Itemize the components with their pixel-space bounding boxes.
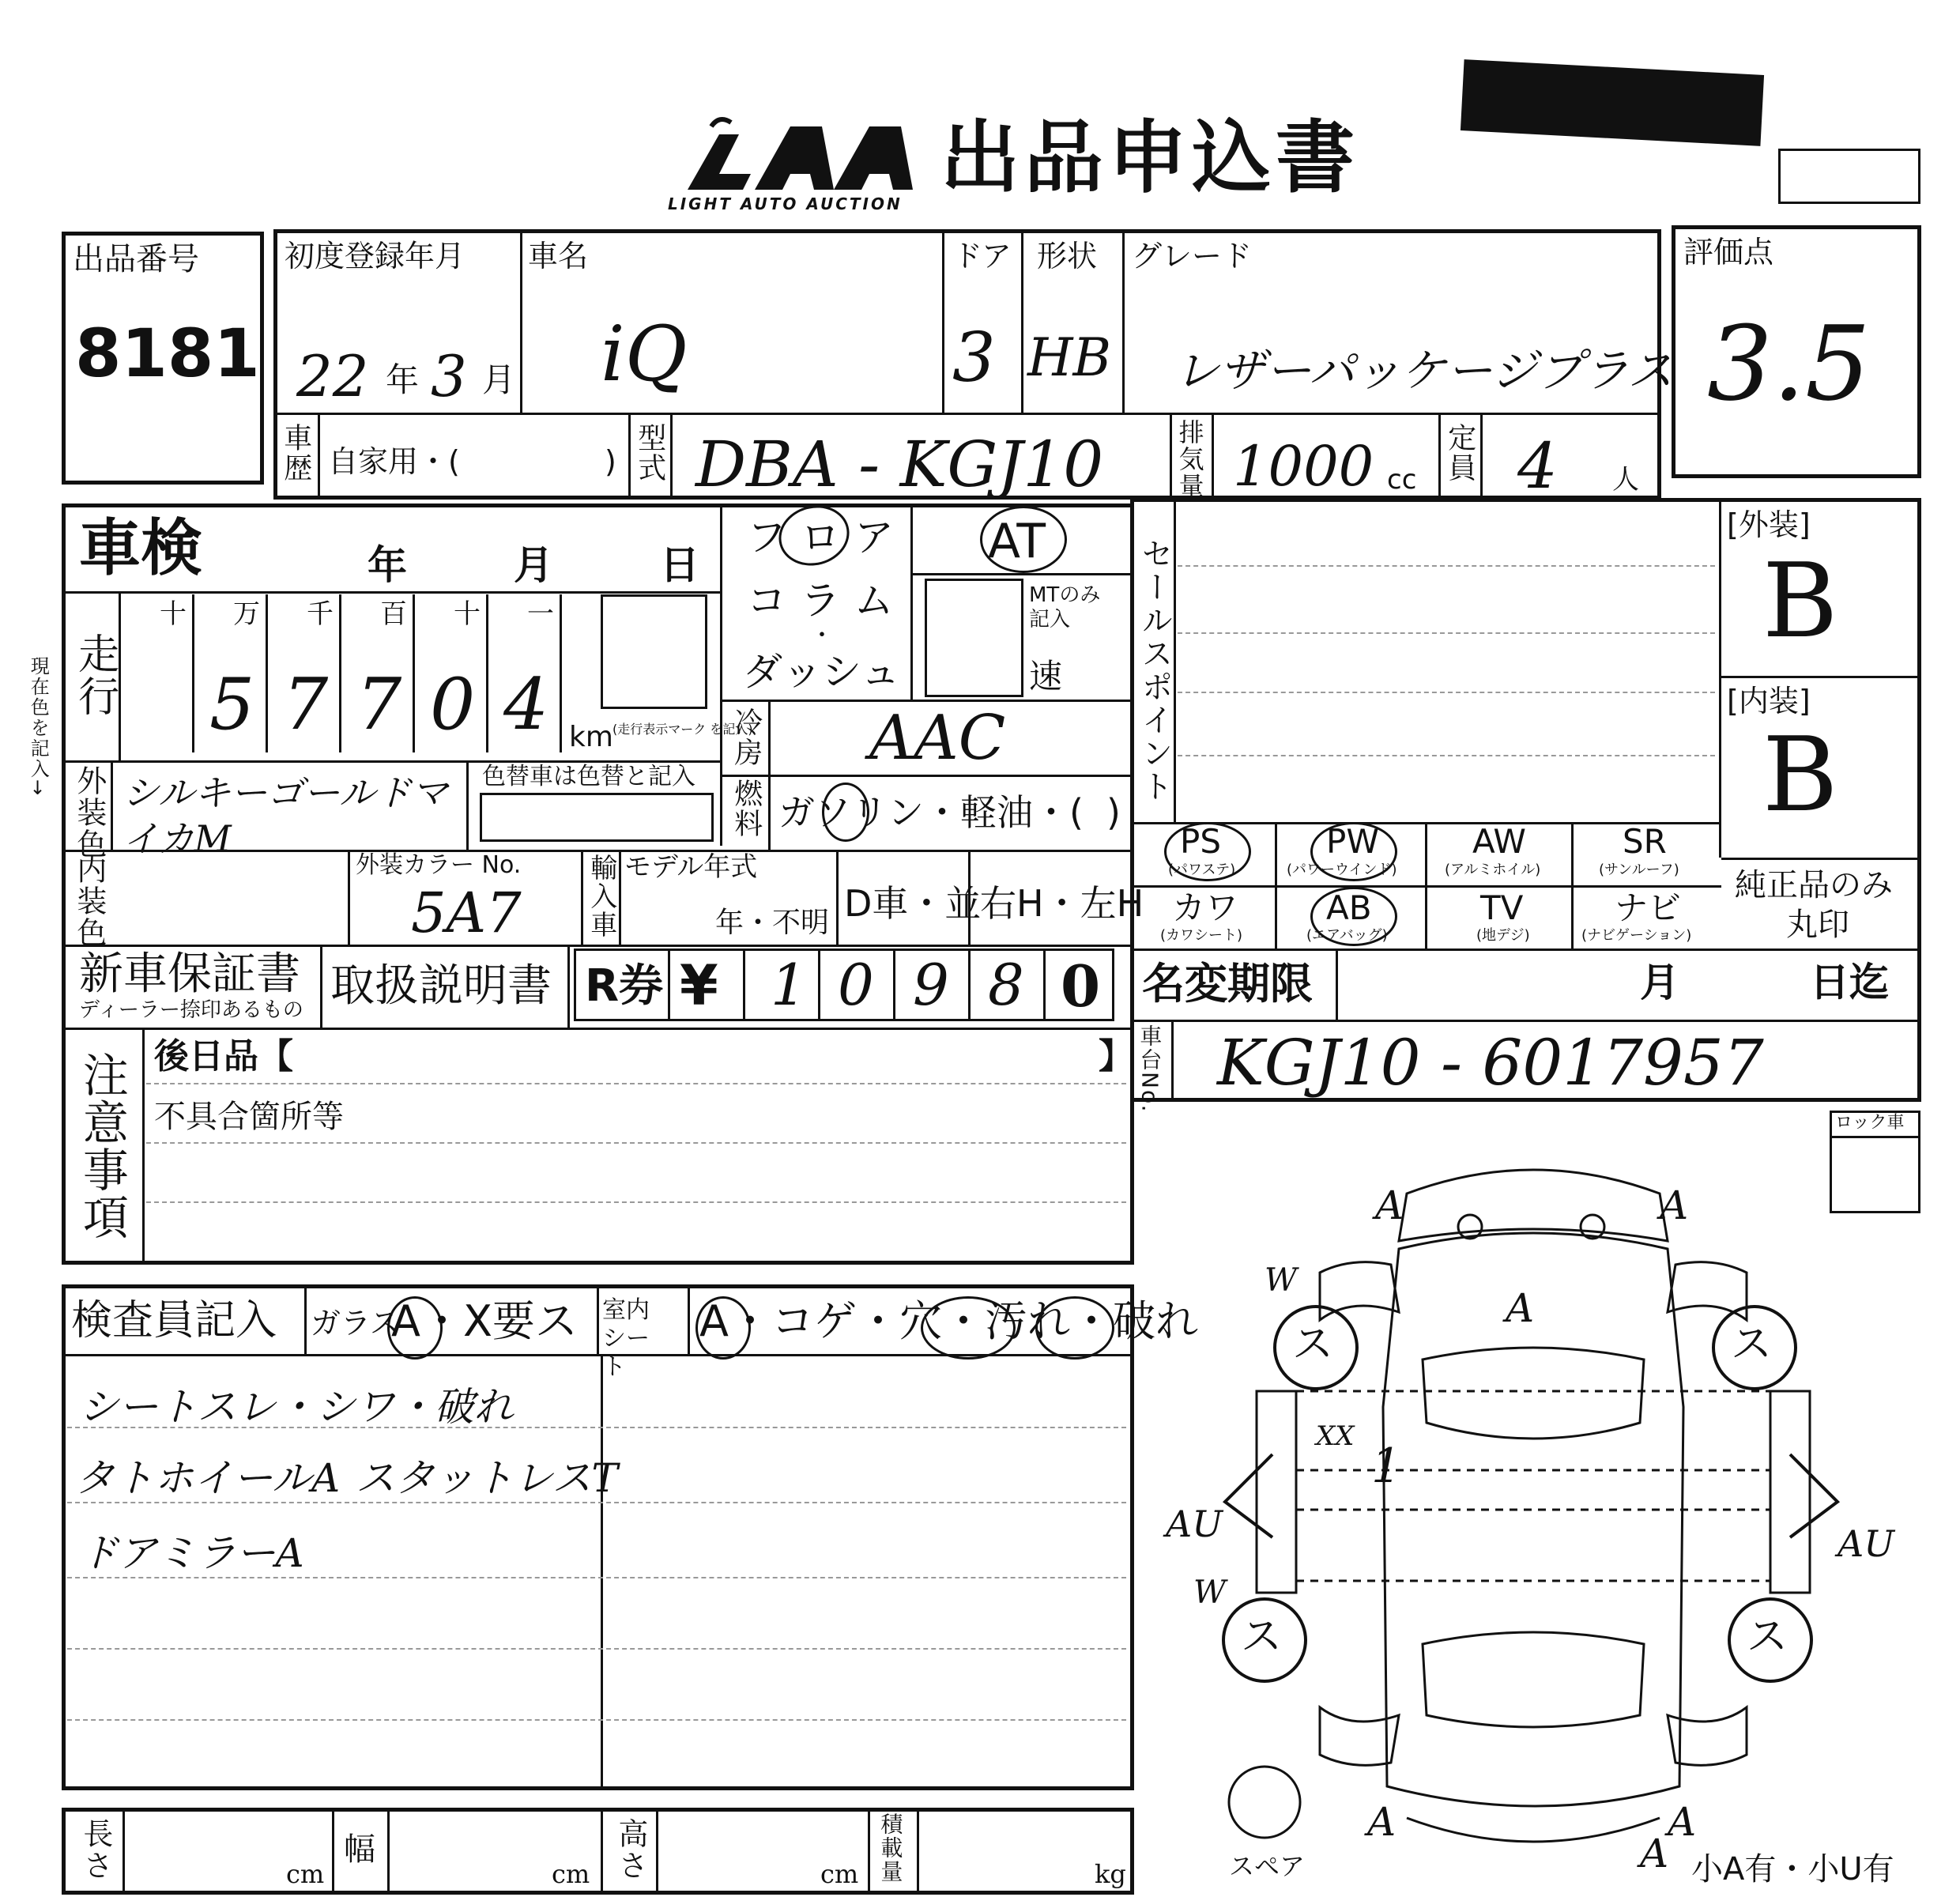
model-year-label: モデル年式 [624,851,758,883]
ext-color-label: 外装色 [71,765,107,860]
repaint-box [480,793,714,842]
equipment-note: (カワシート) [1160,927,1243,944]
fuel-circle [822,783,869,842]
recycle-label: R券 [585,960,664,1012]
shaken-day: 日 [660,542,699,588]
shaken-label: 車検 [79,513,203,584]
redacted-stamp [1461,59,1764,146]
damage-mark: A [1506,1285,1535,1331]
damage-mark: A [1660,1182,1689,1228]
defects-label: 不具合箇所等 [154,1099,344,1135]
genuine-line1: 純正品のみ [1735,867,1893,903]
equipment-tv: TV [1480,888,1524,927]
equipment-pw: PW [1326,822,1379,861]
car-name-label: 車名 [528,239,589,273]
mileage-mark-box [601,594,707,709]
inspector-line: シートスレ・シワ・破れ [79,1384,514,1430]
import-label: 輸入車 [585,854,617,939]
repaint-note: 色替車は色替と記入 [482,763,695,790]
height-label: 高さ [612,1818,648,1881]
car-diagram [1146,1138,1920,1889]
inspector-line: ドアミラーA [79,1530,304,1576]
fuel-label: 燃料 [729,779,763,839]
model-value: DBA - KGJ10 [695,428,1104,501]
genuine-line2: 丸印 [1786,907,1849,943]
equipment-aw: AW [1472,822,1526,861]
mileage-unit: km [569,721,613,753]
equipment-note: (パワーウインド) [1287,862,1397,878]
damage-mark: A [1668,1799,1697,1845]
car-outline-icon [1146,1138,1920,1889]
mileage-digit: 5 [209,663,255,746]
mileage-header: 十 [454,598,481,630]
equipment-note: (エアバッグ) [1306,927,1388,944]
seat-tear-circle [1035,1296,1114,1360]
seat-a-circle [695,1296,751,1360]
manual-label: 取扱説明書 [330,960,552,1012]
displacement-value: 1000 [1233,434,1374,499]
equipment-grid [1133,822,1721,948]
ps-circle [1164,822,1251,881]
inspector-line: スタットレスT [356,1455,618,1501]
shift-column: コラム [747,578,908,624]
corner-box [1778,149,1920,204]
chassis-label: 車台No. [1136,1024,1163,1114]
height-unit: cm [820,1859,859,1889]
model-year-unknown: 年・不明 [715,907,830,939]
ac-value: AAC [869,703,1006,774]
mileage-header: 千 [307,598,334,630]
lock-label: ロック車 [1835,1113,1905,1133]
exterior-grade-label: [外装] [1727,507,1811,542]
width-label: 幅 [344,1831,375,1868]
first-reg-label: 初度登録年月 [285,239,466,273]
shift-dash: ダッシュ [743,649,900,695]
mileage-unit-note: (走行表示マーク を記入) [612,722,753,737]
load-unit: kg [1095,1859,1126,1889]
mileage-digit: 4 [503,663,549,746]
mileage-label: 走行 [70,632,119,718]
damage-mark: AU [1166,1503,1223,1545]
shift-at: AT [988,514,1046,569]
shaken-month: 月 [514,542,553,588]
capacity-unit: 人 [1612,464,1639,496]
shape-value: HB [1027,327,1112,388]
recycle-digit: 9 [913,952,949,1018]
car-name-value: iQ [601,310,688,398]
damage-mark: A [1367,1799,1396,1845]
displacement-unit: cc [1387,464,1417,496]
ext-color-value: シルキーゴールドマイカM [122,771,448,860]
name-change-until: 日迄 [1810,960,1889,1005]
capacity-value: 4 [1517,429,1558,503]
tire-mark: ス [1731,1321,1773,1368]
mileage-header: 一 [527,598,554,630]
interior-grade-value: B [1762,715,1838,835]
recycle-digit: 0 [1061,952,1101,1020]
tire-mark: ス [1241,1613,1283,1661]
mileage-header: 百 [380,598,407,630]
warranty-sub: ディーラー捺印あるもの [79,998,303,1022]
color-no-value: 5A7 [411,881,522,945]
score-label: 評価点 [1683,235,1774,270]
interior-grade-label: [内装] [1727,684,1811,718]
damage-mark: W [1193,1575,1227,1611]
dimensions-box [62,1808,1134,1895]
shift-floor: フロア [747,515,908,560]
first-reg-month-unit: 月 [482,360,516,399]
damage-mark: XX [1316,1420,1355,1452]
damage-mark: A [1375,1182,1404,1228]
warranty-label: 新車保証書 [79,948,300,1000]
width-unit: cm [552,1859,590,1889]
pw-circle [1310,822,1397,881]
glass-label: ガラス [311,1306,400,1341]
history-text: 自家用・( [328,444,460,479]
seat-label: 室内シート [602,1296,650,1381]
equipment-note: (アルミホイル) [1445,862,1541,878]
door-value: 3 [952,319,996,398]
displacement-label: 排気量 [1174,419,1205,500]
tire-mark: ス [1292,1321,1334,1368]
mt-box [925,579,1023,697]
name-change-label: 名変期限 [1142,959,1313,1009]
capacity-label: 定員 [1443,423,1476,483]
at-circle [980,506,1067,573]
fuel-text: ガソリン・軽油・( [778,791,1084,834]
mileage-digit: 7 [356,663,402,746]
first-reg-month: 3 [431,343,467,409]
damage-mark: 1 [1371,1439,1402,1494]
equipment-leather: カワ [1172,888,1239,927]
later-label: 後日品【 [154,1036,293,1077]
equipment-note: (サンルーフ) [1599,862,1679,878]
grade-label: グレード [1132,239,1253,273]
grade-value: レザーパッケージプラス [1174,344,1674,398]
mileage-header: 十 [160,598,187,630]
lot-label: 出品番号 [73,241,199,277]
name-change-month: 月 [1640,960,1679,1005]
equipment-note: (地デジ) [1476,927,1530,944]
recycle-digit: 0 [838,952,874,1018]
recycle-yen: ¥ [680,953,718,1018]
smallfoot-options: 小A有・小U有 [1691,1851,1894,1888]
recycle-digit: 8 [988,952,1024,1018]
fuel-close: ) [1106,791,1121,834]
score-value: 3.5 [1707,304,1871,424]
history-label: 車歴 [279,423,312,483]
int-color-label: 内装色 [71,854,107,948]
first-reg-year-unit: 年 [386,360,420,399]
seat-options: A・コゲ・穴・汚れ・破れ [699,1296,1198,1346]
sales-point-label: セールスポイント [1136,537,1173,803]
lot-number: 8181 [75,315,260,392]
damage-mark: A [1640,1831,1669,1876]
door-label: ドア [952,239,1012,273]
brand-sub: LIGHT AUTO AUCTION [668,194,903,213]
equipment-navi: ナビ [1615,888,1682,927]
ab-circle [1310,887,1397,946]
first-reg-year: 22 [296,343,369,409]
chassis-value: KGJ10 - 6017957 [1217,1026,1764,1099]
spare-label: スペア [1229,1851,1306,1881]
tire-mark: ス [1747,1613,1788,1661]
shaken-year: 年 [368,542,407,588]
mileage-digit: 7 [283,663,329,746]
history-close: ) [605,444,616,479]
length-unit: cm [286,1859,325,1889]
mt-speed: 速 [1029,657,1063,696]
damage-mark: W [1265,1262,1298,1299]
handle-option: 右H・左H [980,882,1144,925]
equipment-note: (パワステ) [1168,862,1236,878]
load-label: 積載量 [877,1812,904,1884]
glass-options: A・X要ス [391,1296,578,1346]
notes-label: 注意事項 [74,1051,129,1241]
equipment-sr: SR [1623,822,1667,861]
side-note: 現在色を記入→ [27,656,50,798]
color-no-label: 外装カラー No. [356,851,522,879]
recycle-digit: 1 [771,952,807,1018]
shift-dot: ・ [810,622,834,650]
equipment-ps: PS [1180,822,1221,861]
page-title: 出品申込書 [940,111,1359,204]
equipment-ab: AB [1326,888,1372,927]
inspector-line: タトホイールA [75,1455,341,1501]
model-label: 型式 [633,423,666,483]
glass-a-circle [387,1296,443,1360]
mt-note: MTのみ 記入 [1029,583,1101,632]
mileage-digit: 0 [430,663,476,746]
length-label: 長さ [77,1818,113,1881]
equipment-note: (ナビゲーション) [1581,927,1692,944]
exterior-grade-value: B [1762,541,1838,661]
dealer-option: D車・並 [844,882,982,925]
shape-label: 形状 [1037,239,1098,273]
seat-dirt-circle [921,1296,1016,1360]
damage-mark: AU [1838,1522,1894,1565]
inspector-label: 検査員記入 [71,1297,277,1344]
mileage-grid [119,594,561,760]
mileage-header: 万 [233,598,260,630]
ac-label: 冷房 [729,707,763,767]
later-close: 】 [1099,1036,1133,1077]
